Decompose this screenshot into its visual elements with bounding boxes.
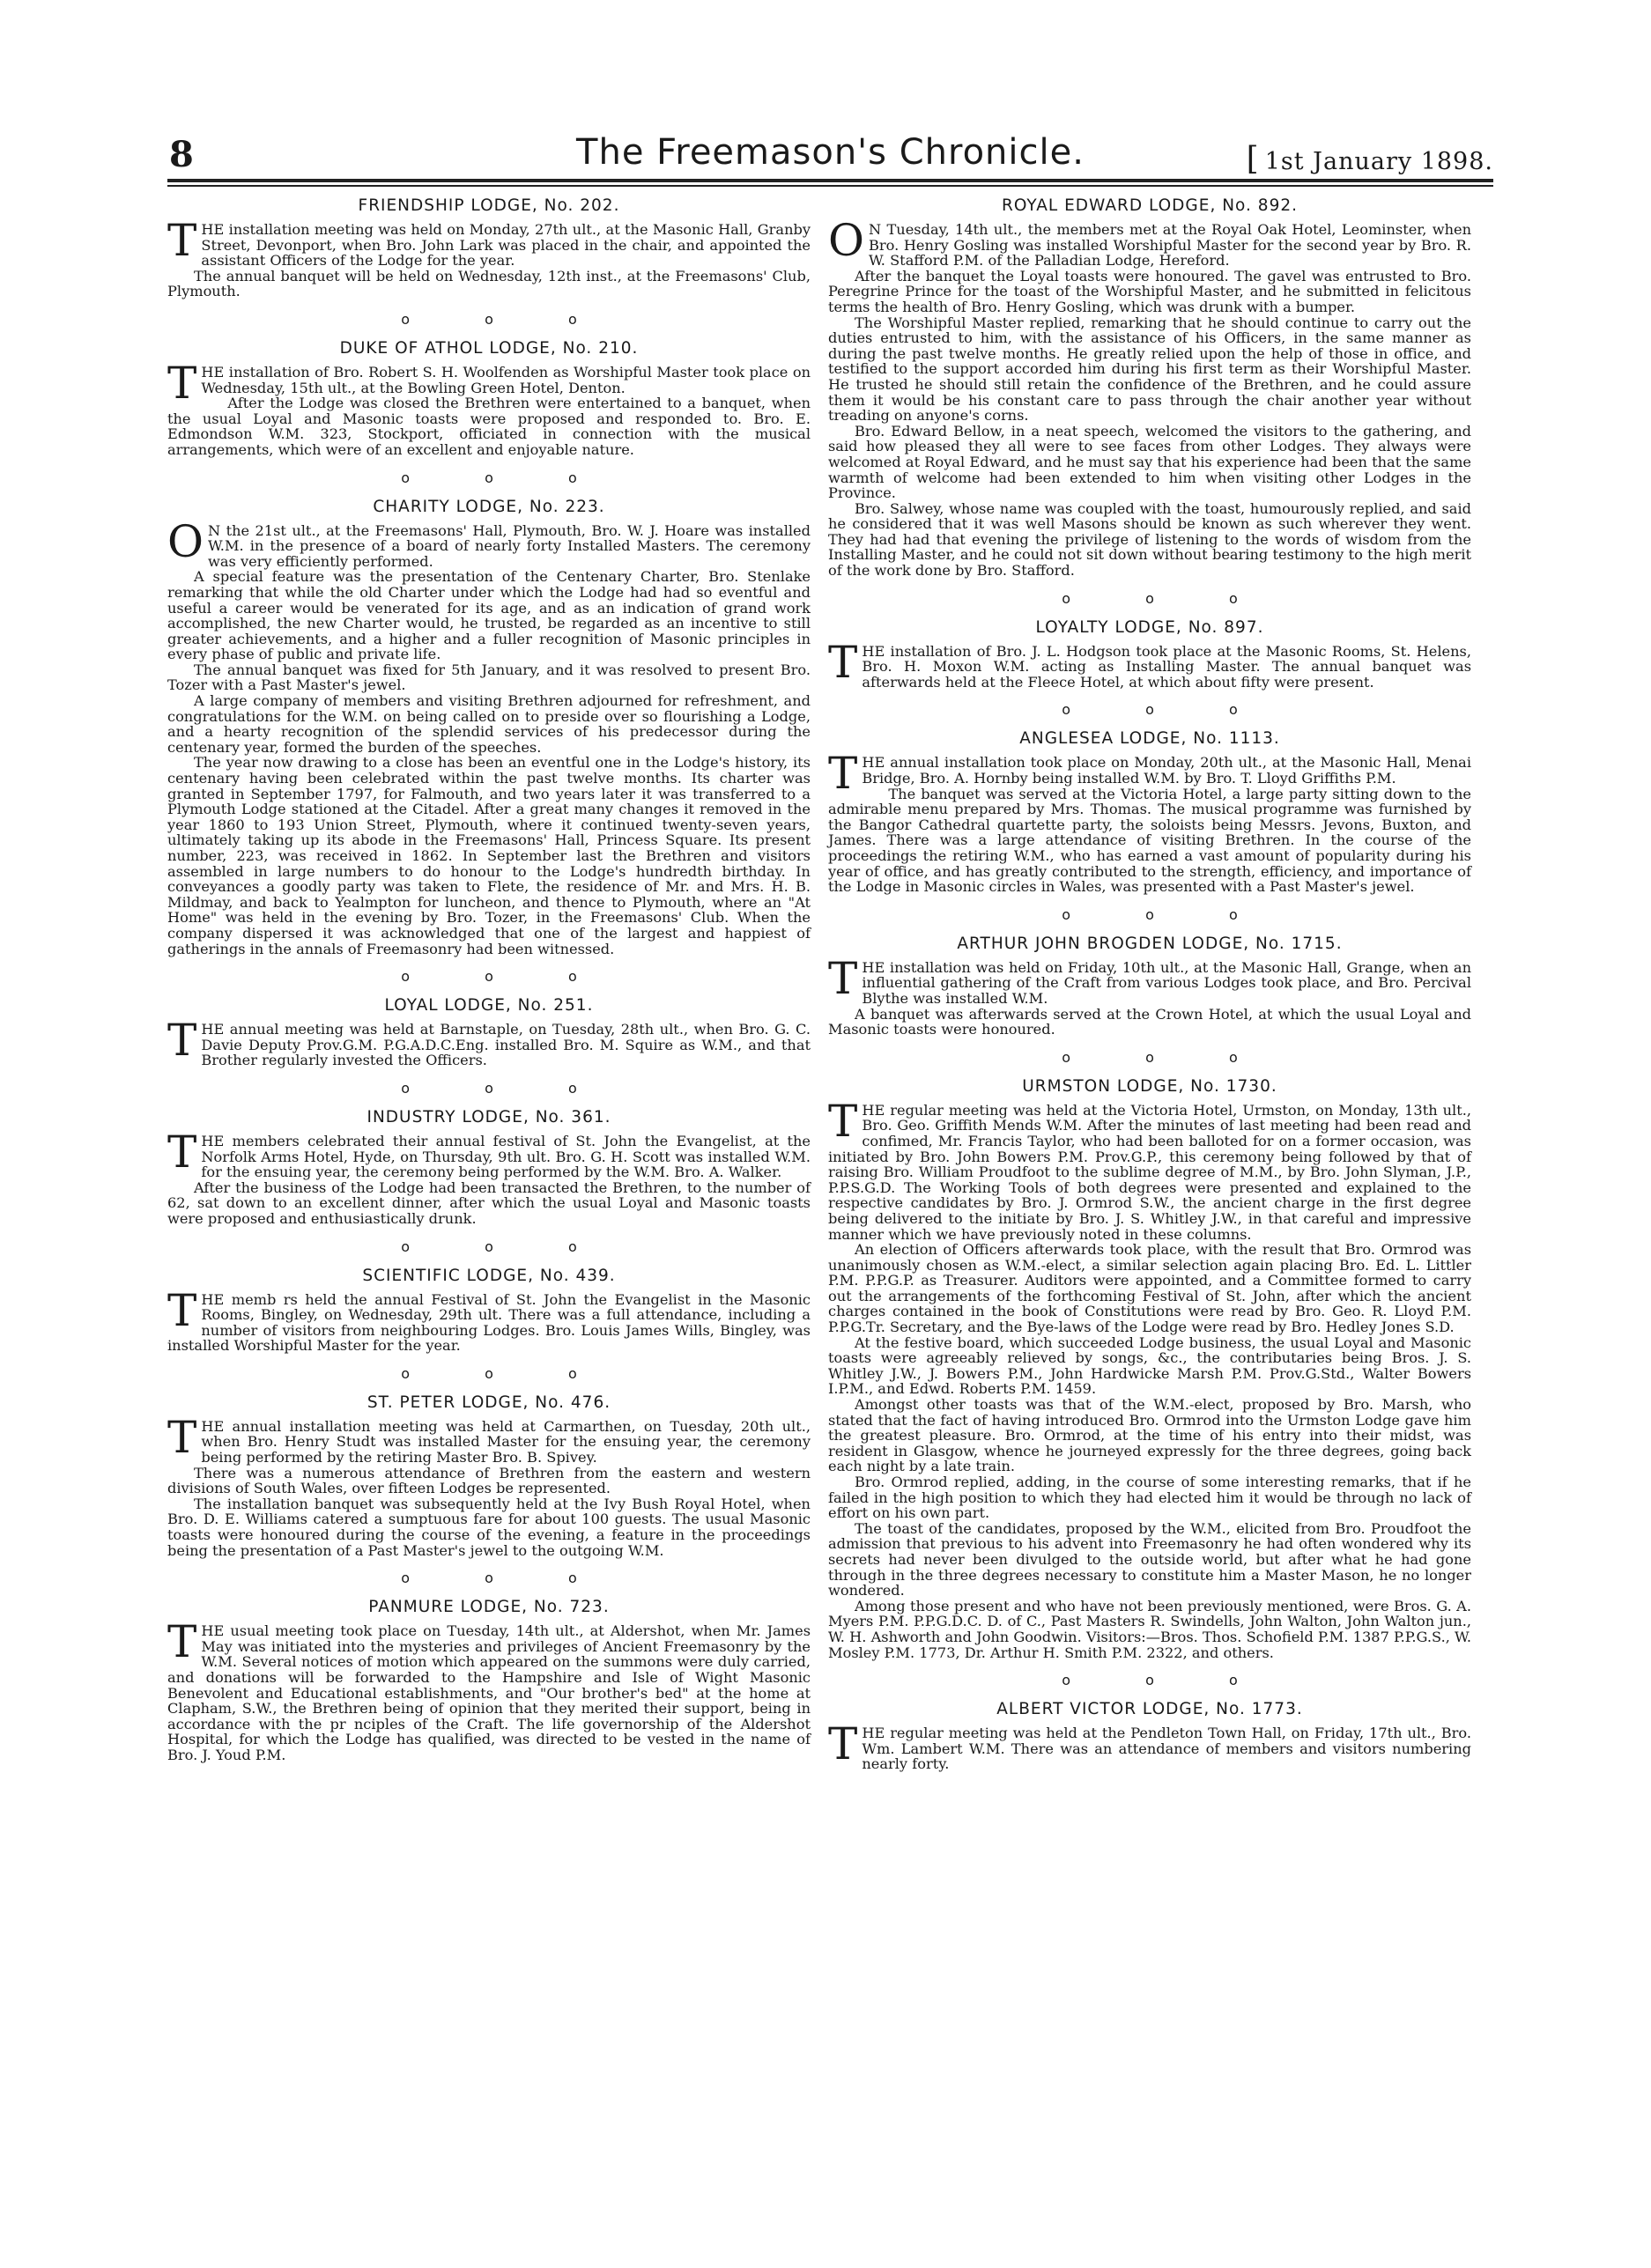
drop-cap: T: [167, 215, 197, 266]
lodge-report: [828, 196, 1471, 579]
issue-date: [1247, 141, 1493, 177]
report-paragraph: [167, 1466, 811, 1496]
report-paragraph: [828, 501, 1471, 579]
report-opening-paragraph: [167, 1616, 811, 1763]
lodge-heading: ANGLESEA LODGE, No. 1113.: [1019, 729, 1280, 749]
drop-cap: T: [167, 357, 197, 409]
lodge-report: [167, 995, 811, 1068]
paragraph-text: Amongst other toasts was that of the W.M.-elect, proposed by Bro. Marsh, who stated that the fact of having introduced Bro. Ormrod into the Urmston Lodge gave him the greatest pleasure. Bro. Ormrod, at the time of his entry into their midst, was resident in Glasgow, whence he journeyed expressly for the three degrees, going back each night by a late train.: [828, 1396, 1471, 1475]
right-column: [828, 196, 1471, 1772]
paragraph-text: HE memb rs held the annual Festival of St. John the Evangelist in the Masonic Rooms, Bingley, on Wednesday, 29th ult. There was a full attendance, including a number of visitors from neighbouring Lodges. Bro. Louis James Wills, Bingley, was installed Worshipful Master for the year.: [167, 1290, 811, 1355]
paragraph-text: There was a numerous attendance of Brethren from the eastern and western divisions of South Wales, over fifteen Lodges be represented.: [167, 1464, 811, 1497]
paragraph-text: Bro. Edward Bellow, in a neat speech, welcomed the visitors to the gathering, and said how pleased they all were to see faces from other Lodges. They always were welcomed at Royal Edward, and he must say that his experience had been that the same warmth of welcome had been extended to him when visiting other Lodges in the Province.: [828, 422, 1471, 502]
drop-cap: T: [167, 1284, 197, 1336]
masthead: [167, 132, 1493, 178]
lodge-report: [828, 617, 1471, 691]
paragraph-text: The banquet was served at the Victoria Hotel, a large party sitting down to the admirable menu prepared by Mrs. Thomas. The musical programme was furnished by the Bangor Cathedral quartette party, the soloists being Messrs. Jevons, Buxton, and James. There was a large attendance of visiting Brethren. In the course of the proceedings the retiring W.M., who has earned a vast amount of popularity during his year of office, and has greatly contributed to the strength, efficiency, and importance of the Lodge in Masonic circles in Wales, was presented with a Past Master's jewel.: [828, 785, 1471, 896]
report-opening-paragraph: [167, 1015, 811, 1069]
lodge-heading: DUKE OF ATHOL LODGE, No. 210.: [339, 338, 639, 358]
report-paragraph: [167, 269, 811, 299]
lodge-report: [167, 497, 811, 957]
lodge-report: [167, 338, 811, 458]
section-separator: o o o: [1062, 1048, 1273, 1066]
drop-cap: O: [167, 515, 204, 567]
report-paragraph: [167, 755, 811, 957]
report-paragraph: [828, 315, 1471, 424]
date-bracket: [: [1246, 141, 1260, 177]
drop-cap: T: [828, 1718, 858, 1770]
lodge-report: [828, 1699, 1471, 1772]
left-column: [167, 196, 811, 1763]
section-separator: o o o: [401, 310, 612, 328]
paragraph-text: After the banquet the Loyal toasts were honoured. The gavel was entrusted to Bro. Peregrine Prince for the toast of the Worshipful Master, and he submitted in felicitous terms the health of Bro. Henry Gosling, which was drunk with a bumper.: [828, 267, 1471, 315]
report-opening-paragraph: [167, 515, 811, 570]
paragraph-text: HE annual installation took place on Monday, 20th ult., at the Masonic Hall, Menai Bridge, Bro. A. Hornby being installed W.M. by Bro. T. Lloyd Griffiths P.M.: [862, 754, 1471, 787]
paragraph-text: The annual banquet will be held on Wednesday, 12th inst., at the Freemasons' Club, Plymouth.: [167, 267, 811, 300]
section-separator: o o o: [1062, 1672, 1273, 1689]
section-separator: o o o: [1062, 701, 1273, 719]
report-opening-paragraph: [167, 1411, 811, 1466]
paragraph-text: Among those present and who have not been previously mentioned, were Bros. G. A. Myers P.M. P.P.G.D.C. D. of C., Past Masters R. Swindells, John Walton, John Walton jun., W. H. Ashworth and John Goodwin. Visitors:—Bros. Thos. Schofield P.M. 1387 P.P.G.S., W. Mosley P.M. 1773, Dr. Arthur H. Smith P.M. 2322, and others.: [828, 1597, 1471, 1661]
report-paragraph: [828, 1397, 1471, 1474]
report-paragraph: [167, 569, 811, 662]
report-paragraph: [828, 1007, 1471, 1038]
report-paragraph: [828, 1242, 1471, 1335]
section-separator: o o o: [1062, 905, 1273, 923]
lodge-report: [167, 1597, 811, 1762]
paragraph-text: HE installation of Bro. Robert S. H. Woolfenden as Worshipful Master took place on Wednesday, 15th ult., at the Bowling Green Hotel, Denton.: [201, 363, 811, 396]
publication-title: The Freemason's Chronicle.: [576, 132, 1085, 173]
page-number: 8: [169, 134, 194, 175]
report-paragraph: [167, 693, 811, 755]
lodge-heading: SCIENTIFIC LODGE, No. 439.: [362, 1266, 616, 1285]
report-opening-paragraph: [828, 1095, 1471, 1243]
lodge-heading: ST. PETER LODGE, No. 476.: [366, 1393, 611, 1412]
drop-cap: T: [828, 636, 858, 688]
report-opening-paragraph: [167, 1126, 811, 1181]
report-opening-paragraph: [167, 357, 811, 409]
report-opening-paragraph: [167, 1284, 811, 1355]
paragraph-text: The year now drawing to a close has been an eventful one in the Lodge's history, its centenary having been celebrated within the past twelve months. Its charter was granted in September 1797, for Falmouth, and two years later it was transferred to a Plymouth Lodge stationed at the Citadel. After a great many changes it removed in the year 1860 to 193 Union Street, Plymouth, where it continued twenty-seven years, ultimately taking up its abode in the Freemasons' Hall, Princess Square. Its present number, 223, was received in 1862. In September last the Brethren and visitors assembled in large numbers to do honour to the Lodge's hundredth birthday. In conveyances a goodly party was taken to Flete, the residence of Mr. and Mrs. H. B. Mildmay, and back to Yealmpton for luncheon, and thence to Plymouth, where an "At Home" was held in the evening by Bro. Tozer, in the Freemasons' Club. When the company dispersed it was acknowledged that one of the largest and happiest of gatherings in the annals of Freemasonry had been witnessed.: [167, 754, 811, 957]
paragraph-text: A large company of members and visiting Brethren adjourned for refreshment, and congratulations for the W.M. on being called on to preside over so flourishing a Lodge, and a hearty recognition of the splendid services of his predecessor during the centenary year, formed the burden of the speeches.: [167, 692, 811, 756]
paragraph-text: After the Lodge was closed the Brethren were entertained to a banquet, when the usual Loyal and Masonic toasts were proposed and responded to. Bro. E. Edmondson W.M. 323, Stockport, officiated in connection with the musical arrangements, which were of an excellent and enjoyable nature.: [167, 395, 811, 458]
paragraph-text: HE annual meeting was held at Barnstaple, on Tuesday, 28th ult., when Bro. G. C. Davie Deputy Prov.G.M. P.G.A.D.C.Eng. installed Bro. M. Squire as W.M., and that Brother regularly invested the Officers.: [201, 1021, 811, 1069]
paragraph-text: The annual banquet was fixed for 5th January, and it was resolved to present Bro. Tozer with a Past Master's jewel.: [167, 661, 811, 694]
report-opening-paragraph: [828, 215, 1471, 270]
lodge-report: [167, 1107, 811, 1227]
lodge-report: [828, 1076, 1471, 1660]
masthead-rule-thin: [167, 185, 1493, 187]
paragraph-text: After the business of the Lodge had been transacted the Brethren, to the number of 62, sat down to an excellent dinner, after which the usual Loyal and Masonic toasts were proposed and enthusiastically drunk.: [167, 1178, 811, 1227]
report-paragraph: [828, 1521, 1471, 1599]
drop-cap: T: [167, 1411, 197, 1463]
lodge-heading: ROYAL EDWARD LODGE, No. 892.: [1002, 196, 1298, 215]
drop-cap: T: [828, 748, 858, 800]
paragraph-text: HE usual meeting took place on Tuesday, 14th ult., at Aldershot, when Mr. James May was initiated into the mysteries and privileges of Ancient Freemasonry by the W.M. Several notices of motion which appeared on the summons were duly carried, and donations will be forwarded to the Hampshire and Isle of Wight Masonic Benevolent and Educational establishments, and "Our brother's bed" at the home at Clapham, S.W., the Brethren being of opinion that they merited their support, being in accordance with the pr nciples of the Craft. The life governorship of the Aldershot Hospital, for which the Lodge has qualified, was directed to be vested in the name of Bro. J. Youd P.M.: [167, 1622, 811, 1763]
report-paragraph: [167, 1180, 811, 1227]
lodge-report: [167, 1266, 811, 1354]
paragraph-text: HE regular meeting was held at the Pendleton Town Hall, on Friday, 17th ult., Bro. Wm. Lambert W.M. There was an attendance of members and visitors numbering nearly forty.: [862, 1725, 1471, 1773]
lodge-heading: ARTHUR JOHN BROGDEN LODGE, No. 1715.: [957, 934, 1343, 953]
report-paragraph: [828, 1474, 1471, 1521]
paragraph-text: HE members celebrated their annual festival of St. John the Evangelist, at the Norfolk Arms Hotel, Hyde, on Thursday, 9th ult. Bro. G. H. Scott was installed W.M. for the ensuing year, the ceremony being performed by the W.M. Bro. A. Walker.: [201, 1132, 811, 1181]
lodge-report: [828, 934, 1471, 1038]
drop-cap: T: [828, 1095, 858, 1147]
report-paragraph: [167, 395, 811, 457]
report-paragraph: [828, 787, 1471, 895]
paragraph-text: The toast of the candidates, proposed by the W.M., elicited from Bro. Proudfoot the admission that previous to his advent into Freemasonry he had often wondered why its secrets had never been divulged to the outside world, but after what he had gone through in the three degrees necessary to constitute him a Master Mason, he no longer wondered.: [828, 1519, 1471, 1599]
section-separator: o o o: [401, 1079, 612, 1097]
section-separator: o o o: [401, 1237, 612, 1255]
lodge-heading: LOYAL LODGE, No. 251.: [384, 996, 594, 1016]
paragraph-text: HE installation of Bro. J. L. Hodgson took place at the Masonic Rooms, St. Helens, Bro. H. Moxon W.M. acting as Installing Master. The annual banquet was afterwards held at the Fleece Hotel, at which about fifty were present.: [862, 642, 1471, 691]
drop-cap: T: [167, 1126, 197, 1178]
lodge-report: [828, 728, 1471, 894]
date-text: 1st January 1898.: [1264, 148, 1493, 175]
drop-cap: T: [167, 1015, 197, 1067]
report-opening-paragraph: [167, 215, 811, 270]
section-separator: o o o: [1062, 589, 1273, 607]
paragraph-text: HE installation was held on Friday, 10th ult., at the Masonic Hall, Grange, when an influential gathering of the Craft from various Lodges took place, and Bro. Percival Blythe was installed W.M.: [862, 958, 1471, 1007]
paragraph-text: HE regular meeting was held at the Victoria Hotel, Urmston, on Monday, 13th ult., Bro. Geo. Griffith Mends W.M. After the minutes of last meeting had been read and confimed, Mr. Francis Taylor, who had been balloted for on a former occasion, was initiated by Bro. John Bowers P.M. Prov.G.P., this ceremony being followed by that of raising Bro. William Proudfoot to the sublime degree of M.M., by Bro. John Slyman, J.P., P.P.S.G.D. The Working Tools of both degrees were presented and explained to the respective candidates by Bro. J. Ormrod S.W., the ancient charge in the first degree being delivered to the initiate by Bro. J. S. Whitley J.W., in that careful and impressive manner which we have previously noted in these columns.: [828, 1101, 1471, 1243]
drop-cap: O: [828, 215, 864, 266]
report-opening-paragraph: [828, 636, 1471, 691]
lodge-heading: CHARITY LODGE, No. 223.: [373, 497, 605, 516]
paragraph-text: N the 21st ult., at the Freemasons' Hall, Plymouth, Bro. W. J. Hoare was installed W.M. in the presence of a board of nearly forty Installed Masters. The ceremony was very efficiently performed.: [208, 521, 811, 570]
paragraph-text: Bro. Ormrod replied, adding, in the course of some interesting remarks, that if he failed in the high position to which they had elected him it would be through no lack of effort on his own part.: [828, 1474, 1471, 1522]
masthead-rule-thick: [167, 179, 1493, 182]
section-separator: o o o: [401, 1570, 612, 1587]
paragraph-text: An election of Officers afterwards took place, with the result that Bro. Ormrod was unanimously chosen as W.M.-elect, a similar selection again placing Bro. Ed. L. Littler P.M. P.P.G.P. as Treasurer. Auditors were appointed, and a Committee formed to carry out the arrangements of the forthcoming Festival of St. John, after which the ancient charges contained in the book of Constitutions were read by Bro. Geo. R. Lloyd P.M. P.P.G.Tr. Secretary, and the Bye-laws of the Lodge were read by Bro. Hedley Jones S.D.: [828, 1241, 1471, 1336]
paragraph-text: HE installation meeting was held on Monday, 27th ult., at the Masonic Hall, Granby Street, Devonport, when Bro. John Lark was placed in the chair, and appointed the assistant Officers of the Lodge for the year.: [201, 221, 811, 270]
report-opening-paragraph: [828, 952, 1471, 1007]
paragraph-text: HE annual installation meeting was held at Carmarthen, on Tuesday, 20th ult., when Bro. Henry Studt was installed Master for the ensuing year, the ceremony being performed by the retiring Master Bro. B. Spivey.: [201, 1417, 811, 1466]
lodge-heading: ALBERT VICTOR LODGE, No. 1773.: [996, 1700, 1303, 1719]
report-paragraph: [828, 1335, 1471, 1397]
paragraph-text: The installation banquet was subsequently held at the Ivy Bush Royal Hotel, when Bro. D. E. Williams catered a sumptuous fare for about 100 guests. The usual Masonic toasts were honoured during the course of the evening, a feature in the proceedings being the presentation of a Past Master's jewel to the outgoing W.M.: [167, 1495, 811, 1559]
section-separator: o o o: [401, 968, 612, 986]
paragraph-text: Bro. Salwey, whose name was coupled with the toast, humourously replied, and said he considered that it was well Masons should be known as such wherever they went. They had had that evening the privilege of listening to the words of wisdom from the Installing Master, and he could not sit down without bearing testimony to the high merit of the work done by Bro. Stafford.: [828, 499, 1471, 580]
paragraph-text: A special feature was the presentation of the Centenary Charter, Bro. Stenlake remarking that while the old Charter under which the Lodge had had so eventful and useful a career would be venerated for its age, and as an indication of grand work accomplished, the new Charter would, he trusted, be regarded as an incentive to still greater achievements, and a higher and a fuller recognition of Masonic principles in every phase of public and private life.: [167, 568, 811, 663]
paragraph-text: A banquet was afterwards served at the Crown Hotel, at which the usual Loyal and Masonic toasts were honoured.: [828, 1005, 1471, 1038]
section-separator: o o o: [401, 469, 612, 486]
report-paragraph: [828, 269, 1471, 315]
lodge-heading: FRIENDSHIP LODGE, No. 202.: [358, 196, 620, 215]
paragraph-text: At the festive board, which succeeded Lodge business, the usual Loyal and Masonic toasts were agreeably relieved by songs, &c., the contributaries being Bros. J. S. Whitley J.W., J. Bowers P.M., John Hardwicke Marsh P.M. Prov.G.Std., Walter Bowers I.P.M., and Edwd. Roberts P.M. 1459.: [828, 1333, 1471, 1398]
report-opening-paragraph: [828, 748, 1471, 800]
paragraph-text: N Tuesday, 14th ult., the members met at the Royal Oak Hotel, Leominster, when Bro. Henry Gosling was installed Worshipful Master for the second year by Bro. R. W. Stafford P.M. of the Palladian Lodge, Hereford.: [869, 221, 1471, 270]
section-separator: o o o: [401, 1364, 612, 1382]
lodge-heading: PANMURE LODGE, No. 723.: [368, 1598, 610, 1617]
report-paragraph: [828, 1599, 1471, 1660]
drop-cap: T: [828, 952, 858, 1004]
report-paragraph: [167, 1496, 811, 1558]
lodge-heading: URMSTON LODGE, No. 1730.: [1022, 1076, 1277, 1096]
report-paragraph: [828, 424, 1471, 501]
lodge-report: [167, 1393, 811, 1558]
paragraph-text: The Worshipful Master replied, remarking that he should continue to carry out the duties entrusted to him, with the assistance of his Officers, in the same manner as during the past twelve months. He greatly relied upon the help of those in office, and testified to the support accorded him during his first term as their Worshipful Master. He trusted he should still retain the confidence of the Brethren, and he could assure them it would be his constant care to pass through the chair another year without treading on anyone's corns.: [828, 314, 1471, 425]
report-paragraph: [167, 662, 811, 693]
lodge-report: [167, 196, 811, 299]
lodge-heading: LOYALTY LODGE, No. 897.: [1035, 617, 1264, 637]
lodge-heading: INDUSTRY LODGE, No. 361.: [366, 1107, 611, 1127]
report-opening-paragraph: [828, 1718, 1471, 1773]
drop-cap: T: [167, 1616, 197, 1668]
